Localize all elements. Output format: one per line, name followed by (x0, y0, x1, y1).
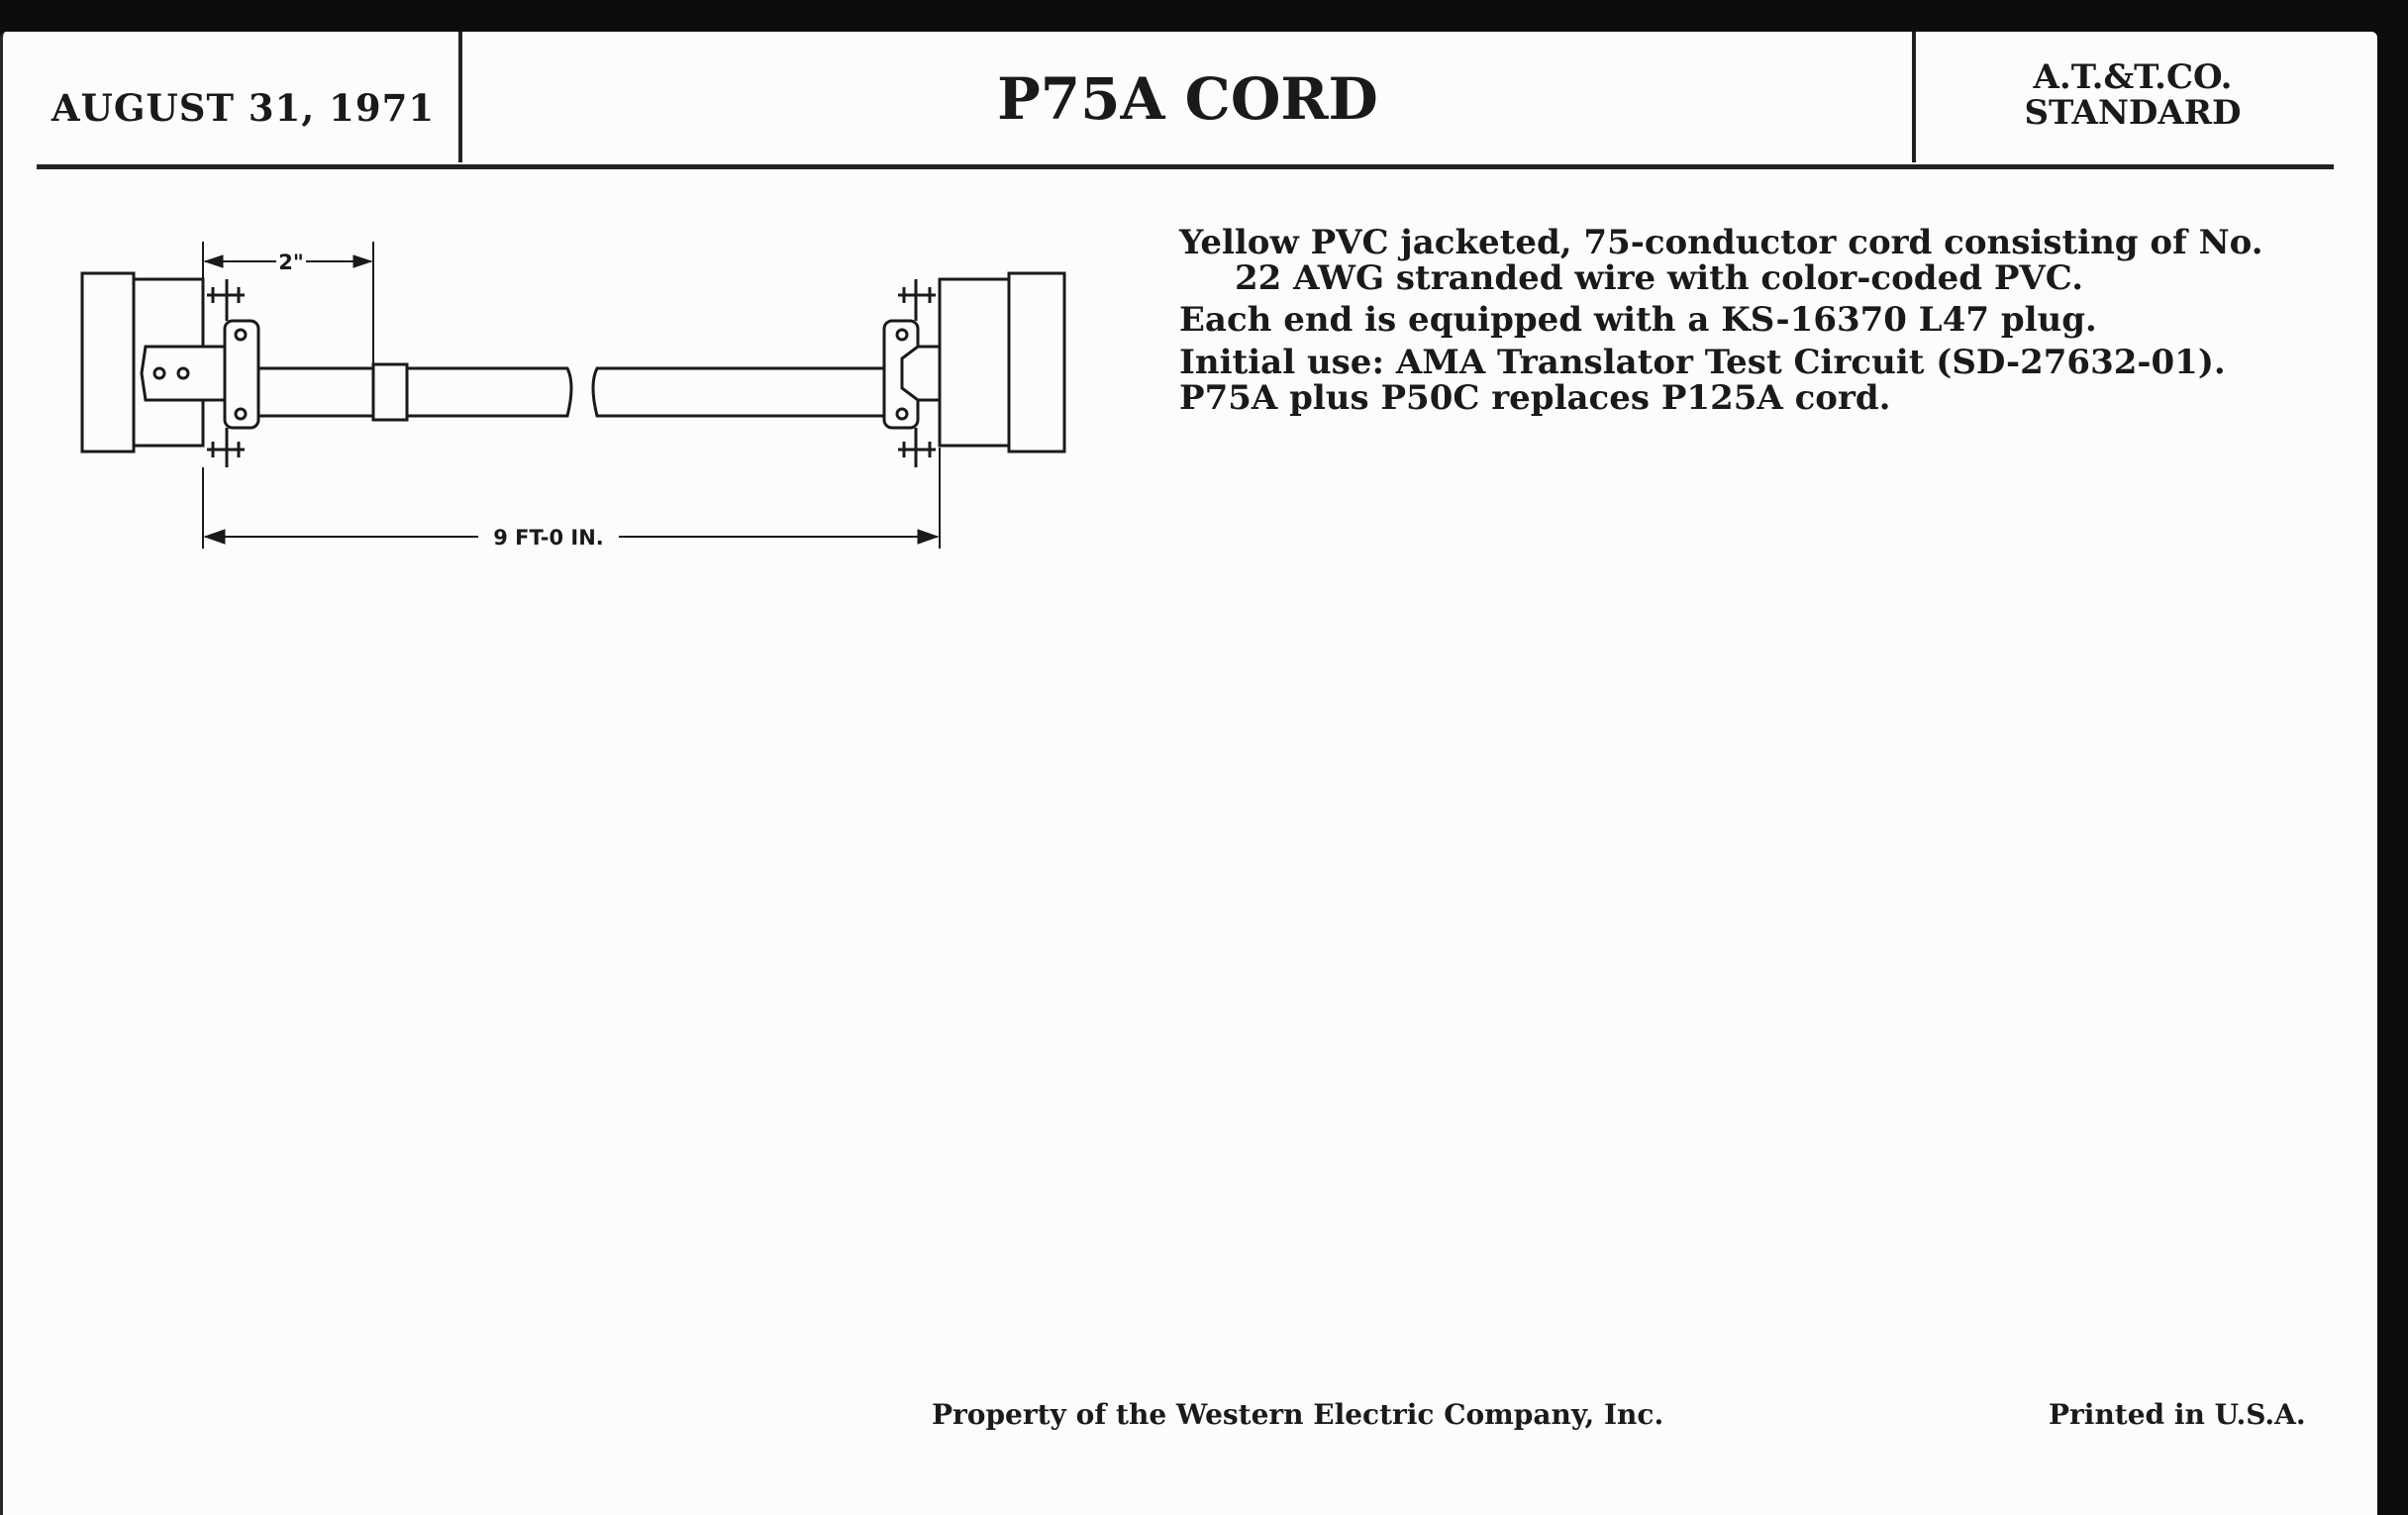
left-clamp-upright (225, 321, 258, 428)
dim-2in-label: 2" (278, 251, 304, 274)
printed-notice: Printed in U.S.A. (2049, 1398, 2306, 1431)
cable-sleeve (373, 364, 407, 420)
right-plug-body (1009, 273, 1064, 452)
document-card (0, 32, 2377, 1515)
description-para: P75A plus P50C replaces P125A cord. (1179, 378, 1891, 418)
standard-line-1: A.T.&T.CO. (2033, 57, 2233, 97)
page-title: P75A CORD (997, 65, 1378, 133)
cord-drawing (3, 32, 1112, 566)
left-plug-body (82, 273, 134, 452)
description-para: Each end is equipped with a KS-16370 L47 plug. (1179, 300, 2097, 340)
standard-label (1916, 59, 2350, 131)
dim-9ft-label: 9 FT-0 IN. (493, 526, 604, 550)
description (1179, 225, 2268, 423)
issue-date: AUGUST 31, 1971 (50, 86, 436, 130)
description-para: Initial use: AMA Translator Test Circuit (SD-27632-01). (1179, 343, 2226, 382)
cable-left-segment (258, 368, 571, 416)
description-para: Yellow PVC jacketed, 75-conductor cord consisting of No. 22 AWG stranded wire with color-coded PVC. (1179, 223, 2263, 298)
right-plug-shell (940, 279, 1009, 446)
standard-line-2: STANDARD (2024, 93, 2242, 133)
cable-right-segment (593, 368, 884, 416)
property-notice: Property of the Western Electric Company, Inc. (932, 1398, 1664, 1431)
